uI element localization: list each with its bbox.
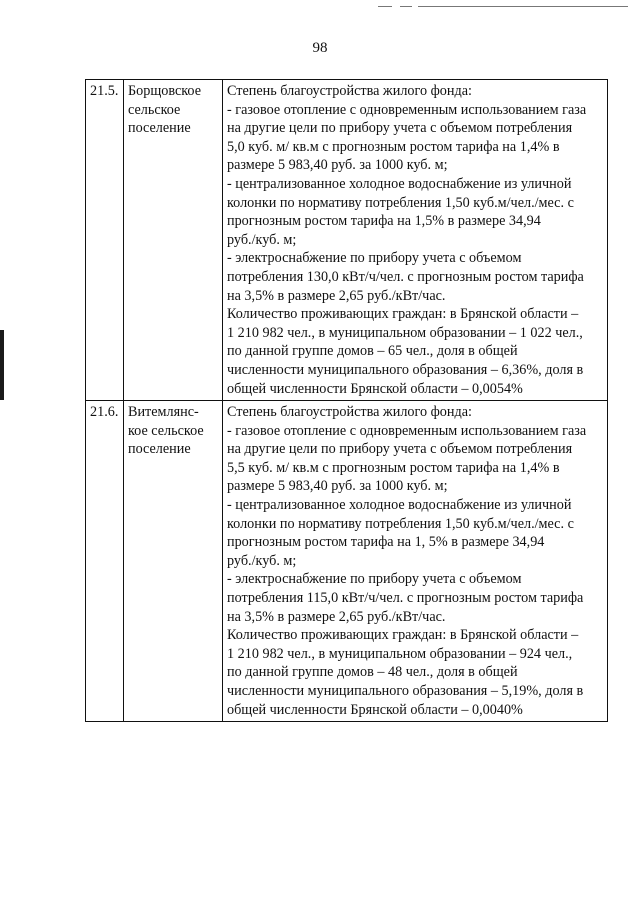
page-number: 98 bbox=[312, 40, 328, 56]
description-line: Количество проживающих граждан: в Брянской области – bbox=[227, 627, 579, 644]
description-line: - электроснабжение по прибору учета с объемом bbox=[227, 250, 522, 267]
description-line: 1 210 982 чел., в муниципальном образовании – 1 022 чел., bbox=[227, 324, 583, 341]
description-line: общей численности Брянской области – 0,0054% bbox=[227, 380, 523, 397]
description-line: руб./куб. м; bbox=[227, 552, 297, 569]
description-line: численности муниципального образования – 5,19%, доля в bbox=[227, 683, 584, 699]
settlement-name-line: поселение bbox=[128, 120, 191, 137]
settlement-name bbox=[124, 401, 223, 722]
description-line: потребления 130,0 кВт/ч/чел. с прогнозным ростом тарифа bbox=[227, 268, 584, 285]
housing-description bbox=[223, 401, 608, 722]
description-line: колонки по нормативу потребления 1,50 куб.м/чел./мес. с bbox=[227, 515, 574, 532]
table-body bbox=[86, 80, 608, 722]
settlement-name-line: Борщовское bbox=[128, 83, 202, 99]
description-line: прогнозным ростом тарифа на 1,5% в размере 34,94 bbox=[227, 213, 541, 230]
description-line: - централизованное холодное водоснабжение из уличной bbox=[227, 175, 572, 192]
description-line: размере 5 983,40 руб. за 1000 куб. м; bbox=[227, 478, 448, 495]
settlement-name-line: сельское bbox=[128, 101, 181, 118]
table-row bbox=[86, 80, 608, 401]
description-line: по данной группе домов – 65 чел., доля в общей bbox=[227, 343, 518, 360]
description-line: 5,0 куб. м/ кв.м с прогнозным ростом тарифа на 1,4% в bbox=[227, 138, 560, 155]
description-line: 1 210 982 чел., в муниципальном образовании – 924 чел., bbox=[227, 645, 573, 662]
scan-top-line bbox=[418, 6, 628, 7]
row-number: 21.5. bbox=[86, 80, 124, 401]
description-line: - электроснабжение по прибору учета с объемом bbox=[227, 571, 522, 588]
description-line: Степень благоустройства жилого фонда: bbox=[227, 404, 472, 421]
description-line: колонки по нормативу потребления 1,50 куб.м/чел./мес. с bbox=[227, 194, 574, 211]
row-number: 21.6. bbox=[86, 401, 124, 722]
scan-top-dash bbox=[378, 6, 392, 7]
description-line: на 3,5% в размере 2,65 руб./кВт/час. bbox=[227, 287, 446, 304]
description-line: общей численности Брянской области – 0,0040% bbox=[227, 701, 523, 718]
description-line: на 3,5% в размере 2,65 руб./кВт/час. bbox=[227, 608, 446, 625]
description-line: - централизованное холодное водоснабжение из уличной bbox=[227, 497, 572, 514]
description-line: Степень благоустройства жилого фонда: bbox=[227, 83, 472, 99]
description-line: численности муниципального образования – 6,36%, доля в bbox=[227, 361, 584, 378]
description-line: размере 5 983,40 руб. за 1000 куб. м; bbox=[227, 157, 448, 174]
description-line: на другие цели по прибору учета с объемом потребления bbox=[227, 120, 573, 137]
settlements-table bbox=[85, 79, 608, 722]
settlement-name bbox=[124, 80, 223, 401]
scan-top-dash bbox=[400, 6, 412, 7]
description-line: - газовое отопление с одновременным использованием газа bbox=[227, 422, 587, 439]
description-line: прогнозным ростом тарифа на 1, 5% в размере 34,94 bbox=[227, 534, 545, 551]
description-line: на другие цели по прибору учета с объемом потребления bbox=[227, 441, 573, 458]
description-line: потребления 115,0 кВт/ч/чел. с прогнозным ростом тарифа bbox=[227, 590, 584, 607]
scan-edge-mark bbox=[0, 330, 4, 400]
settlement-name-line: кое сельское bbox=[128, 422, 204, 439]
description-line: по данной группе домов – 48 чел., доля в общей bbox=[227, 664, 518, 681]
description-line: 5,5 куб. м/ кв.м с прогнозным ростом тарифа на 1,4% в bbox=[227, 459, 560, 476]
description-line: - газовое отопление с одновременным использованием газа bbox=[227, 101, 587, 118]
table-row bbox=[86, 401, 608, 722]
description-line: руб./куб. м; bbox=[227, 231, 297, 248]
description-line: Количество проживающих граждан: в Брянской области – bbox=[227, 306, 579, 323]
settlement-name-line: Витемлянс- bbox=[128, 404, 199, 421]
housing-description bbox=[223, 80, 608, 401]
settlement-name-line: поселение bbox=[128, 441, 191, 458]
